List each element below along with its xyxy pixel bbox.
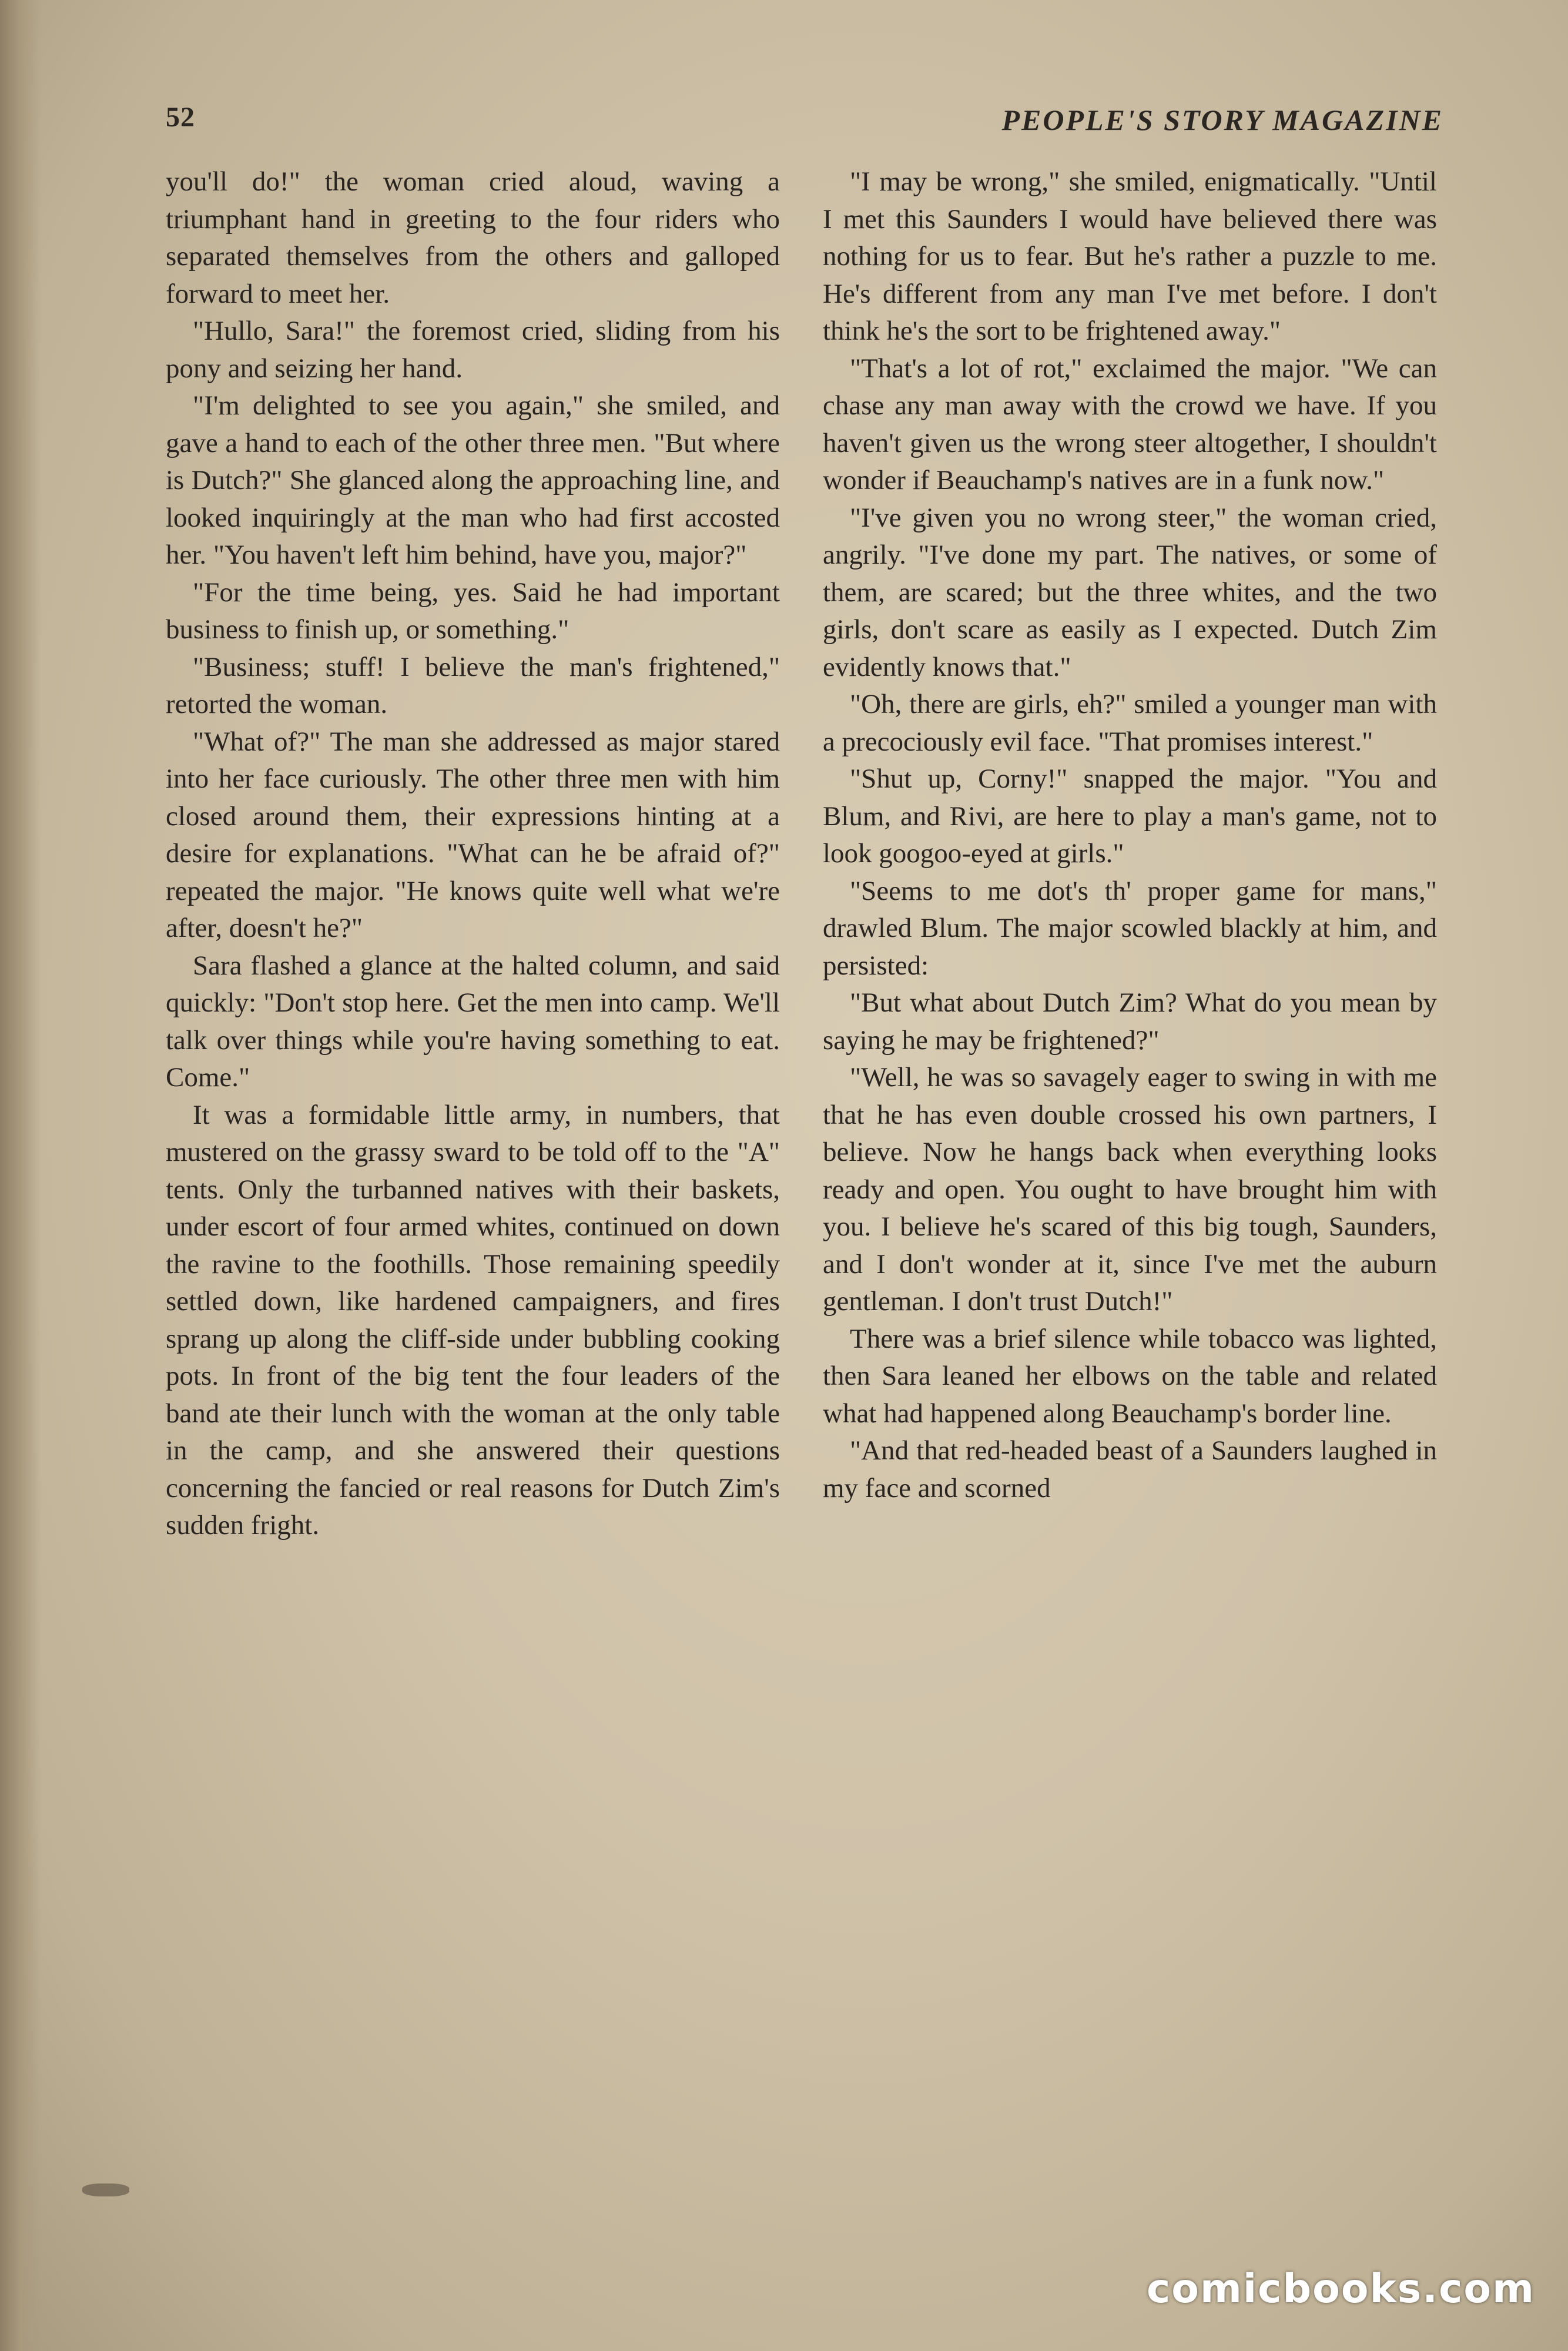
paragraph: "Business; stuff! I believe the man's frightened," retorted the woman. [166,651,780,719]
paragraph: "But what about Dutch Zim? What do you mean by saying he may be frightened?" [823,987,1437,1056]
paragraph: you'll do!" the woman cried aloud, waving a triumphant hand in greeting to the four riders who separated themselves from the others and galloped forward to meet her. [166,166,780,309]
paragraph: There was a brief silence while tobacco was lighted, then Sara leaned her elbows on the table and related what had happened along Beauchamp's border line. [823,1323,1437,1429]
right-column [823,163,1437,1507]
page-number: 52 [166,102,195,133]
ink-smudge [82,2183,129,2196]
paragraph: "Shut up, Corny!" snapped the major. "You and Blum, and Rivi, are here to play a man's game, not to look googoo-eyed at girls." [823,763,1437,869]
paragraph: "Seems to me dot's th' proper game for mans," drawled Blum. The major scowled blackly at him, and persisted: [823,875,1437,981]
paragraph: "I've given you no wrong steer," the woman cried, angrily. "I've done my part. The natives, or some of them, are scared; but the three whites, and the two girls, don't scare as easily as I expected. Dutch Zim evidently knows that." [823,502,1437,682]
watermark: comicbooks.com [1146,2266,1535,2312]
paragraph: "And that red-headed beast of a Saunders laughed in my face and scorned [823,1435,1437,1503]
page-spine-shadow [0,0,41,2351]
paragraph: "What of?" The man she addressed as major stared into her face curiously. The other three men with him closed around them, their expressions hinting at a desire for explanations. "What can he be afraid of?" repeated the major. "He knows quite well what we're after, doesn't he?" [166,726,780,943]
running-head: PEOPLE'S STORY MAGAZINE [1001,103,1443,136]
paragraph: "That's a lot of rot," exclaimed the major. "We can chase any man away with the crowd we have. If you haven't given us the wrong steer altogether, I shouldn't wonder if Beauchamp's natives are in a funk now." [823,353,1437,495]
paragraph: "I'm delighted to see you again," she smiled, and gave a hand to each of the other three men. "But where is Dutch?" She glanced along the approaching line, and looked inquiringly at the man who had first accosted her. "You haven't left him behind, have you, major?" [166,390,780,570]
paragraph: "Hullo, Sara!" the foremost cried, sliding from his pony and seizing her hand. [166,316,780,384]
paragraph: "Well, he was so savagely eager to swing in with me that he has even double crossed his own partners, I believe. Now he hangs back when everything looks ready and open. You ought to have brought him with you. I believe he's scared of this big tough, Saunders, and I don't wonder at it, since I've met the auburn gentleman. I don't trust Dutch!" [823,1062,1437,1317]
paragraph: It was a formidable little army, in numbers, that mustered on the grassy sward to be told off to the "A" tents. Only the turbanned natives with their baskets, under escort of four armed whites, continued on down the ravine to the foothills. Those remaining speedily settled down, like hardened campaigners, and fires sprang up along the cliff-side under bubbling cooking pots. In front of the big tent the four leaders of the band ate their lunch with the woman at the only table in the camp, and she answered their questions concerning the fancied or real reasons for Dutch Zim's sudden fright. [166,1099,780,1540]
left-column [166,163,780,1545]
paragraph: "Oh, there are girls, eh?" smiled a younger man with a precociously evil face. "That promises interest." [823,689,1437,757]
paragraph: "For the time being, yes. Said he had important business to finish up, or something." [166,577,780,645]
paragraph: Sara flashed a glance at the halted column, and said quickly: "Don't stop here. Get the men into camp. We'll talk over things while you're having something to eat. Come." [166,950,780,1093]
paragraph: "I may be wrong," she smiled, enigmatically. "Until I met this Saunders I would have believed there was nothing for us to fear. But he's rather a puzzle to me. He's different from any man I've met before. I don't think he's the sort to be frightened away." [823,166,1437,346]
